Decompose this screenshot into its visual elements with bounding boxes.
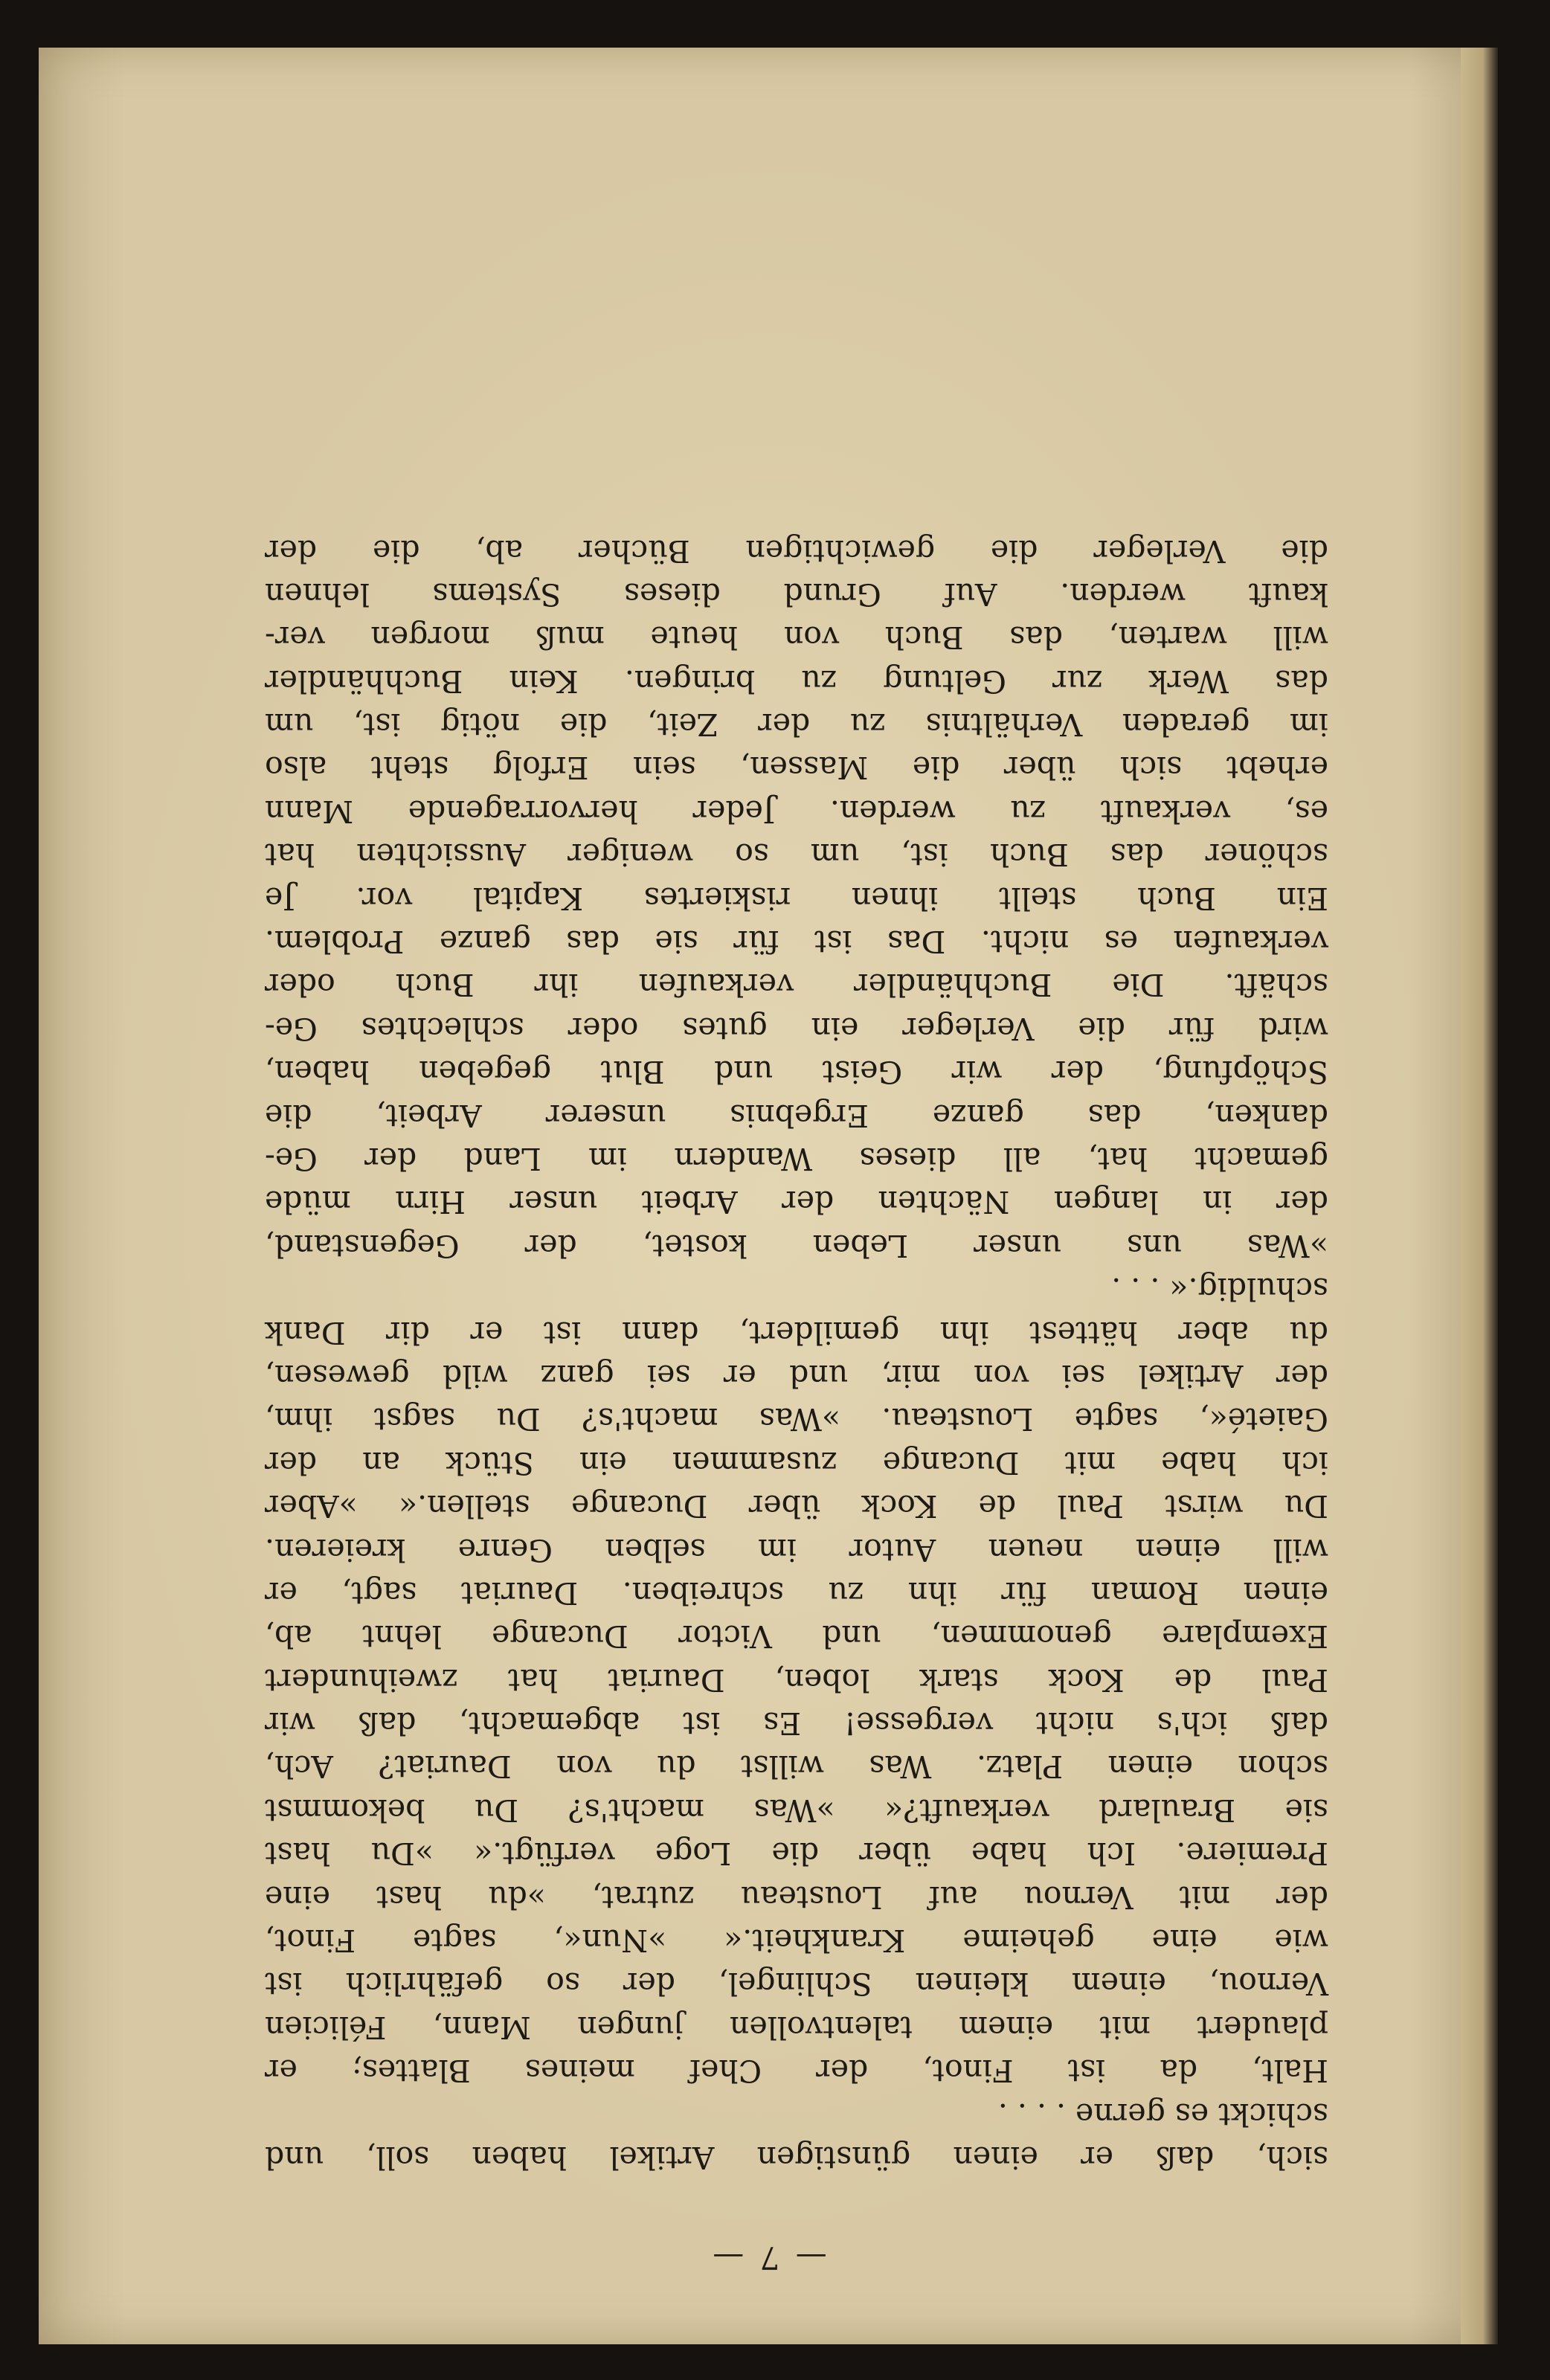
text-line: »Was uns unser Leben kostet, der Gegenstand,: [265, 1227, 1328, 1264]
text-line: schöner das Buch ist, um so weniger Aussichten hat: [265, 837, 1328, 873]
text-line: Paul de Kock stark loben, Dauriat hat zweihundert: [265, 1662, 1328, 1698]
text-line: wird für die Verleger ein gutes oder schlechtes Ge-: [265, 1010, 1328, 1046]
text-line: plaudert mit einem talentvollen jungen Mann, Félicien: [265, 2009, 1328, 2045]
text-line: will einen neuen Autor im selben Genre kreieren.: [265, 1531, 1328, 1568]
text-line: schickt es gerne . . . .: [997, 2096, 1328, 2132]
text-line: die Verleger die gewichtigen Bücher ab, die der: [265, 533, 1328, 569]
text-line: einen Roman für ihn zu schreiben. Dauriat sagt, er: [265, 1575, 1328, 1611]
text-line: Premiere. Ich habe über die Loge verfügt.« »Du hast: [265, 1836, 1328, 1872]
text-line: Halt, da ist Finot, der Chef meines Blattes; er: [265, 2053, 1328, 2089]
text-line: im geraden Verhältnis zu der Zeit, die nötig ist, um: [265, 707, 1328, 743]
text-line: verkaufen es nicht. Das ist für sie das ganze Problem.: [265, 924, 1328, 960]
text-line: gemacht hat, all dieses Wandern im Land der Ge-: [265, 1141, 1328, 1177]
upside-down-content: [39, 48, 1498, 2344]
text-line: wie eine geheime Krankheit.« »Nun«, sagte Finot,: [265, 1923, 1328, 1959]
book-page: [39, 48, 1498, 2344]
text-line: der Artikel sei von mir, und er sei ganz wild gewesen,: [265, 1357, 1328, 1394]
text-line: sie Braulard verkauft?« »Was macht's? Du bekommst: [265, 1792, 1328, 1828]
text-line: der mit Vernou auf Lousteau zutrat, »du hast eine: [265, 1879, 1328, 1915]
body-text: [265, 529, 1328, 2179]
text-line: sich, daß er einen günstigen Artikel haben soll, und: [265, 2140, 1328, 2175]
text-line: Vernou, einem kleinen Schlingel, der so gefährlich ist: [265, 1966, 1328, 2002]
text-line: Schöpfung, der wir Geist und Blut gegeben haben,: [265, 1054, 1328, 1090]
text-line: ich habe mit Ducange zusammen ein Stück an der: [265, 1444, 1328, 1481]
text-line: das Werk zur Geltung zu bringen. Kein Buchhändler: [265, 663, 1328, 699]
text-line: Gaieté«, sagte Lousteau. »Was macht's? Du sagst ihm,: [265, 1401, 1328, 1438]
text-line: Ein Buch stellt ihnen riskiertes Kapital vor. Je: [265, 880, 1328, 916]
text-line: danken, das ganze Ergebnis unserer Arbeit, die: [265, 1097, 1328, 1133]
text-line: schuldig.« . . .: [1111, 1271, 1328, 1308]
text-line: schon einen Platz. Was willst du von Dauriat? Ach,: [265, 1749, 1328, 1785]
text-line: du aber hättest ihn gemildert, dann ist er dir Dank: [265, 1314, 1328, 1351]
text-line: schäft. Die Buchhändler verkaufen ihr Buch oder: [265, 967, 1328, 1003]
text-line: will warten, das Buch von heute muß morgen ver-: [265, 620, 1328, 656]
text-line: es, verkauft zu werden. Jeder hervorragende Mann: [265, 793, 1328, 829]
text-line: der in langen Nächten der Arbeit unser Hirn müde: [265, 1184, 1328, 1220]
text-line: erhebt sich über die Massen, sein Erfolg steht also: [265, 750, 1328, 786]
text-line: daß ich's nicht vergesse! Es ist abgemacht, daß wir: [265, 1705, 1328, 1742]
text-line: kauft werden. Auf Grund dieses Systems lehnen: [265, 576, 1328, 612]
page-number: — 7 —: [710, 2239, 827, 2276]
text-line: Exemplare genommen, und Victor Ducange lehnt ab,: [265, 1618, 1328, 1655]
text-line: Du wirst Paul de Kock über Ducange stellen.« »Aber: [265, 1488, 1328, 1525]
